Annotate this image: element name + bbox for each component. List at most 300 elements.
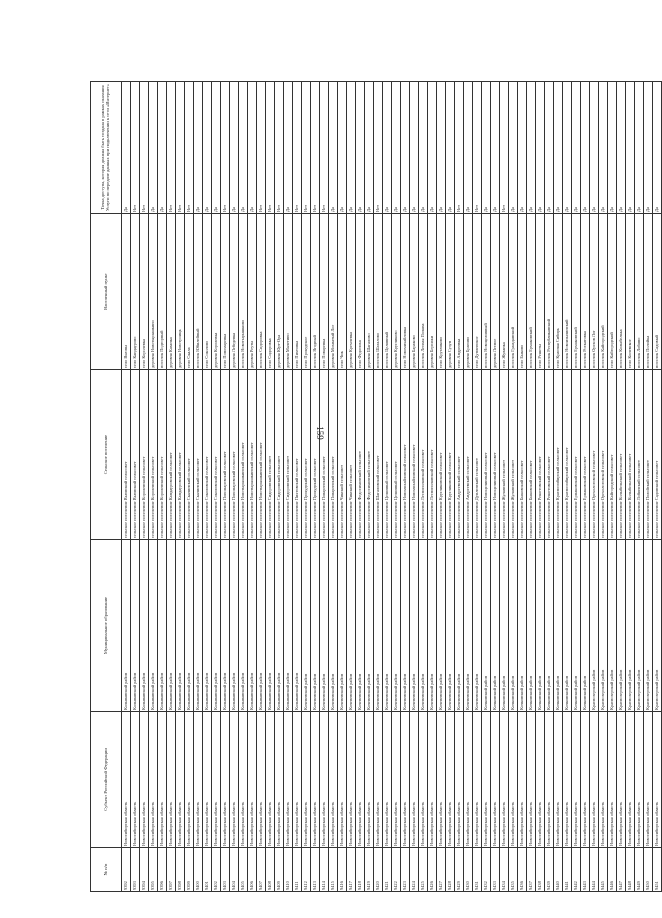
municipality-cell: Краснозерский район (608, 540, 617, 712)
rural-settlement-cell: сельское поселение Кандауровский сельсовет (176, 370, 185, 540)
access-point-cell: Да (203, 82, 212, 214)
table-body (122, 82, 662, 892)
table-row (140, 82, 149, 892)
access-point-cell: Да (338, 82, 347, 214)
locality-cell: деревня Шагалово (365, 214, 374, 370)
locality-cell: деревня Лесное (491, 214, 500, 370)
locality-cell: село Пономаревка (221, 214, 230, 370)
row-number-cell: 9438 (536, 848, 545, 892)
subject-cell: Новосибирская область (275, 712, 284, 848)
locality-cell: село Кайгородский (608, 214, 617, 370)
locality-cell: деревня Малетино (284, 214, 293, 370)
municipality-cell: Колыванский район (167, 540, 176, 712)
access-point-cell: Нет (500, 82, 509, 214)
rural-settlement-cell: сельское поселение Дупленский сельсовет (473, 370, 482, 540)
row-number-cell: 9450 (644, 848, 653, 892)
rural-settlement-cell: сельское поселение Пихтовский сельсовет (293, 370, 302, 540)
subject-cell: Новосибирская область (239, 712, 248, 848)
rural-settlement-cell: сельское поселение Быковский сельсовет (518, 370, 527, 540)
row-number-cell: 9408 (266, 848, 275, 892)
rural-settlement-cell: сельское поселение Поваренский сельсовет (329, 370, 338, 540)
access-point-cell: Да (428, 82, 437, 214)
row-number-cell: 9411 (293, 848, 302, 892)
locality-cell: поселок Сидоровка (257, 214, 266, 370)
access-point-cell: Да (590, 82, 599, 214)
row-number-cell: 9413 (311, 848, 320, 892)
subject-cell: Новосибирская область (266, 712, 275, 848)
table-row (635, 82, 644, 892)
locality-cell: село Пихтовка (293, 214, 302, 370)
locality-cell: село Андреевка (455, 214, 464, 370)
subject-cell: Новосибирская область (563, 712, 572, 848)
access-point-cell: Нет (455, 82, 464, 214)
rural-settlement-cell: сельское поселение Сидоровский сельсовет (275, 370, 284, 540)
row-number-cell: 9431 (473, 848, 482, 892)
access-point-cell: Да (347, 82, 356, 214)
access-point-cell: Да (356, 82, 365, 214)
row-number-cell: 9449 (635, 848, 644, 892)
access-point-cell: Да (653, 82, 662, 214)
table-row (185, 82, 194, 892)
access-point-cell: Да (599, 82, 608, 214)
row-number-cell: 9392 (122, 848, 131, 892)
rural-settlement-cell: сельское поселение Сидоровский сельсовет (284, 370, 293, 540)
locality-cell: поселок Лобино (635, 214, 644, 370)
rural-settlement-cell: сельское поселение Чикский сельсовет (347, 370, 356, 540)
row-number-cell: 9442 (572, 848, 581, 892)
table-row (563, 82, 572, 892)
locality-cell: село Поваренка (320, 214, 329, 370)
row-number-cell: 9427 (437, 848, 446, 892)
municipality-cell: Коченевский район (347, 540, 356, 712)
rural-settlement-cell: сельское поселение Ермаковский сельсовет (572, 370, 581, 540)
locality-cell: село Новомихайловка (401, 214, 410, 370)
subject-cell: Новосибирская область (158, 712, 167, 848)
access-point-cell: Нет (311, 82, 320, 214)
locality-cell: деревня Юрт-Ора (275, 214, 284, 370)
table-row (392, 82, 401, 892)
municipality-cell: Колыванский район (248, 540, 257, 712)
header-row-number: № п/п (91, 848, 122, 892)
subject-cell: Новосибирская область (185, 712, 194, 848)
row-number-cell: 9418 (356, 848, 365, 892)
municipality-cell: Коченевский район (428, 540, 437, 712)
locality-cell: село Красная Сибирь (554, 214, 563, 370)
subject-cell: Новосибирская область (401, 712, 410, 848)
table-row (302, 82, 311, 892)
subject-cell: Новосибирская область (212, 712, 221, 848)
locality-cell: деревня Мохнатый Лог (329, 214, 338, 370)
subject-cell: Новосибирская область (464, 712, 473, 848)
rural-settlement-cell: сельское поселение Поваренский сельсовет (320, 370, 329, 540)
subject-cell: Новосибирская область (347, 712, 356, 848)
rural-settlement-cell: сельское поселение Новомихайловский сельсовет (401, 370, 410, 540)
municipality-cell: Колыванский район (293, 540, 302, 712)
table-row (329, 82, 338, 892)
subject-cell: Новосибирская область (194, 712, 203, 848)
subject-cell: Новосибирская область (167, 712, 176, 848)
rural-settlement-cell: сельское поселение Новомихайловский сельсовет (410, 370, 419, 540)
row-number-cell: 9397 (167, 848, 176, 892)
row-number-cell: 9395 (149, 848, 158, 892)
municipality-cell: Колыванский район (131, 540, 140, 712)
access-point-cell: Да (464, 82, 473, 214)
municipality-cell: Кочковский район (554, 540, 563, 712)
municipality-cell: Кочковский район (527, 540, 536, 712)
municipality-cell: Коченевский район (338, 540, 347, 712)
row-number-cell: 9401 (203, 848, 212, 892)
header-access-point: Точка доступа, которая должна быть создана в рамках оказания Услуги по передаче данных при подключении к сети «Интернет» (91, 82, 122, 214)
locality-cell: деревня Кругликово (392, 214, 401, 370)
row-number-cell: 9409 (275, 848, 284, 892)
row-number-cell: 9417 (347, 848, 356, 892)
municipality-cell: Кочковский район (581, 540, 590, 712)
rural-settlement-cell: сельское поселение Соколовский сельсовет (203, 370, 212, 540)
municipality-cell: Колыванский район (275, 540, 284, 712)
rural-settlement-cell: сельское поселение Колыбельский сельсовет (617, 370, 626, 540)
table-row (446, 82, 455, 892)
table-row (221, 82, 230, 892)
access-point-cell: Да (248, 82, 257, 214)
row-number-cell: 9439 (545, 848, 554, 892)
access-point-cell: Да (401, 82, 410, 214)
row-number-cell: 9441 (563, 848, 572, 892)
access-point-cell: Да (482, 82, 491, 214)
municipality-cell: Краснозерский район (590, 540, 599, 712)
rural-settlement-cell: сельское поселение Вьюнский сельсовет (122, 370, 131, 540)
subject-cell: Новосибирская область (302, 712, 311, 848)
subject-cell: Новосибирская область (518, 712, 527, 848)
municipality-cell: Кочковский район (491, 540, 500, 712)
subject-cell: Новосибирская область (608, 712, 617, 848)
header-locality: Населенный пункт (91, 214, 122, 370)
row-number-cell: 9443 (581, 848, 590, 892)
row-number-cell: 9398 (176, 848, 185, 892)
row-number-cell: 9403 (221, 848, 230, 892)
rural-settlement-cell: сельское поселение Прокудский сельсовет (302, 370, 311, 540)
row-number-cell: 9430 (464, 848, 473, 892)
access-point-cell: Да (581, 82, 590, 214)
locality-cell: поселок Подгорный (158, 214, 167, 370)
row-number-cell: 9400 (194, 848, 203, 892)
locality-cell: поселок Новоцелинный (482, 214, 491, 370)
subject-cell: Новосибирская область (122, 712, 131, 848)
municipality-cell: Колыванский район (266, 540, 275, 712)
rural-settlement-cell: сельское поселение Скалинский сельсовет (194, 370, 203, 540)
municipality-cell: Колыванский район (230, 540, 239, 712)
row-number-cell: 9399 (185, 848, 194, 892)
municipality-cell: Коченевский район (419, 540, 428, 712)
locality-cell: поселок Полойка (644, 214, 653, 370)
locality-cell: деревня Новотырышкино (149, 214, 158, 370)
rural-settlement-cell: сельское поселение Федосихинский сельсовет (356, 370, 365, 540)
subject-cell: Новосибирская область (320, 712, 329, 848)
rural-settlement-cell: сельское поселение Федосихинский сельсовет (365, 370, 374, 540)
subject-cell: Новосибирская область (356, 712, 365, 848)
subject-cell: Новосибирская область (509, 712, 518, 848)
table-row (608, 82, 617, 892)
access-point-cell: Нет (176, 82, 185, 214)
settlements-table (90, 81, 662, 892)
row-number-cell: 9414 (320, 848, 329, 892)
row-number-cell: 9426 (428, 848, 437, 892)
table-row (500, 82, 509, 892)
locality-cell: поселок Новотырышкино (239, 214, 248, 370)
access-point-cell: Да (212, 82, 221, 214)
row-number-cell: 9435 (509, 848, 518, 892)
row-number-cell: 9393 (131, 848, 140, 892)
rural-settlement-cell: сельское поселение Скалинский сельсовет (185, 370, 194, 540)
row-number-cell: 9429 (455, 848, 464, 892)
access-point-cell: Да (644, 82, 653, 214)
municipality-cell: Коченевский район (437, 540, 446, 712)
rural-settlement-cell: сельское поселение Колыбельский сельсовет (626, 370, 635, 540)
locality-cell: деревня Реуты (248, 214, 257, 370)
locality-cell: село Быково (518, 214, 527, 370)
access-point-cell: Да (536, 82, 545, 214)
table-row (653, 82, 662, 892)
table-row (293, 82, 302, 892)
table-row (437, 82, 446, 892)
municipality-cell: Колыванский район (140, 540, 149, 712)
access-point-cell: Да (635, 82, 644, 214)
locality-cell: деревня Лебедевка (230, 214, 239, 370)
row-number-cell: 9421 (383, 848, 392, 892)
rural-settlement-cell: сельское поселение Новоцелинный сельсовет (491, 370, 500, 540)
table-row (644, 82, 653, 892)
subject-cell: Новосибирская область (536, 712, 545, 848)
table-row (491, 82, 500, 892)
municipality-cell: Коченевский район (302, 540, 311, 712)
header-rural-settlement: Сельское поселение (91, 370, 122, 540)
table-row (212, 82, 221, 892)
rural-settlement-cell: сельское поселение Лобинский сельсовет (635, 370, 644, 540)
rural-settlement-cell: сельское поселение Соколовский сельсовет (212, 370, 221, 540)
rural-settlement-cell: сельское поселение Леснополянский сельсовет (419, 370, 428, 540)
row-number-cell: 9444 (590, 848, 599, 892)
subject-cell: Новосибирская область (617, 712, 626, 848)
access-point-cell: Да (572, 82, 581, 214)
rural-settlement-cell: сельское поселение Быковский сельсовет (527, 370, 536, 540)
table-row (149, 82, 158, 892)
subject-cell: Новосибирская область (626, 712, 635, 848)
table-row (428, 82, 437, 892)
locality-cell: поселок Ермаковский (527, 214, 536, 370)
municipality-cell: Кочковский район (482, 540, 491, 712)
locality-cell: деревня Брагино (464, 214, 473, 370)
locality-cell: деревня Сузун (446, 214, 455, 370)
access-point-cell: Нет (320, 82, 329, 214)
locality-cell: деревня Королевка (212, 214, 221, 370)
municipality-cell: Краснозерский район (617, 540, 626, 712)
rural-settlement-cell: сельское поселение Кайгородский сельсовет (608, 370, 617, 540)
subject-cell: Новосибирская область (410, 712, 419, 848)
access-point-cell: Нет (275, 82, 284, 214)
access-point-cell: Нет (374, 82, 383, 214)
access-point-cell: Да (194, 82, 203, 214)
rural-settlement-cell: сельское поселение Пономаревский сельсовет (221, 370, 230, 540)
access-point-cell: Да (617, 82, 626, 214)
locality-cell: село Жуланка (500, 214, 509, 370)
subject-cell: Новосибирская область (437, 712, 446, 848)
table-row (626, 82, 635, 892)
locality-cell: поселок Колыбелька (617, 214, 626, 370)
municipality-cell: Колыванский район (149, 540, 158, 712)
table-row (248, 82, 257, 892)
table-row (131, 82, 140, 892)
access-point-cell: Нет (167, 82, 176, 214)
locality-cell: поселок Роскатовка (581, 214, 590, 370)
subject-cell: Новосибирская область (230, 712, 239, 848)
table-row (455, 82, 464, 892)
row-number-cell: 9410 (284, 848, 293, 892)
access-point-cell: Да (509, 82, 518, 214)
access-point-cell: Да (158, 82, 167, 214)
access-point-cell: Нет (266, 82, 275, 214)
subject-cell: Новосибирская область (392, 712, 401, 848)
row-number-cell: 9404 (230, 848, 239, 892)
municipality-cell: Колыванский район (122, 540, 131, 712)
rural-settlement-cell: сельское поселение Андреевский сельсовет (455, 370, 464, 540)
subject-cell: Новосибирская область (446, 712, 455, 848)
locality-cell: село Кандаурово (131, 214, 140, 370)
access-point-cell: Да (284, 82, 293, 214)
access-point-cell: Да (446, 82, 455, 214)
subject-cell: Новосибирская область (455, 712, 464, 848)
municipality-cell: Колыванский район (194, 540, 203, 712)
municipality-cell: Коченевский район (311, 540, 320, 712)
subject-cell: Новосибирская область (428, 712, 437, 848)
row-number-cell: 9405 (239, 848, 248, 892)
subject-cell: Новосибирская область (293, 712, 302, 848)
rural-settlement-cell: сельское поселение Полойский сельсовет (644, 370, 653, 540)
municipality-cell: Коченевский район (464, 540, 473, 712)
access-point-cell: Да (437, 82, 446, 214)
row-number-cell: 9446 (608, 848, 617, 892)
locality-cell: поселок Гражданский (509, 214, 518, 370)
table-row (482, 82, 491, 892)
subject-cell: Новосибирская область (653, 712, 662, 848)
locality-cell: село Федосиха (356, 214, 365, 370)
subject-cell: Новосибирская область (635, 712, 644, 848)
locality-cell: поселок Ягодный (311, 214, 320, 370)
rural-settlement-cell: сельское поселение Жуланский сельсовет (509, 370, 518, 540)
row-number-cell: 9428 (446, 848, 455, 892)
table-row (527, 82, 536, 892)
municipality-cell: Кочковский район (572, 540, 581, 712)
rural-settlement-cell: сельское поселение Решетовский сельсовет (545, 370, 554, 540)
subject-cell: Новосибирская область (554, 712, 563, 848)
row-number-cell: 9419 (365, 848, 374, 892)
locality-cell: поселок Ермаковский (572, 214, 581, 370)
rural-settlement-cell: сельское поселение Садовский сельсовет (653, 370, 662, 540)
rural-settlement-cell: сельское поселение Целинный сельсовет (383, 370, 392, 540)
table-row (311, 82, 320, 892)
access-point-cell: Да (239, 82, 248, 214)
municipality-cell: Колыванский район (284, 540, 293, 712)
locality-cell: поселок Новоизылинский (563, 214, 572, 370)
table-row (617, 82, 626, 892)
municipality-cell: Кочковский район (518, 540, 527, 712)
table-row (176, 82, 185, 892)
row-number-cell: 9425 (419, 848, 428, 892)
rural-settlement-cell: сельское поселение Орехологовской сельсовет (599, 370, 608, 540)
table-header-row (91, 82, 122, 892)
table-row (518, 82, 527, 892)
row-number-cell: 9407 (257, 848, 266, 892)
locality-cell: поселок Целинный (383, 214, 392, 370)
row-number-cell: 9396 (158, 848, 167, 892)
municipality-cell: Краснозерский район (653, 540, 662, 712)
rural-settlement-cell: сельское поселение Кандауровский сельсовет (167, 370, 176, 540)
subject-cell: Новосибирская область (419, 712, 428, 848)
access-point-cell: Да (122, 82, 131, 214)
access-point-cell: Да (383, 82, 392, 214)
table-row (230, 82, 239, 892)
locality-cell: село Скала (185, 214, 194, 370)
subject-cell: Новосибирская область (365, 712, 374, 848)
subject-cell: Новосибирская область (248, 712, 257, 848)
rural-settlement-cell: сельское поселение Чикский сельсовет (338, 370, 347, 540)
subject-cell: Новосибирская область (140, 712, 149, 848)
rural-settlement-cell: сельское поселение Решетовский сельсовет (536, 370, 545, 540)
locality-cell: поселок Кайгородский (599, 214, 608, 370)
access-point-cell: Да (545, 82, 554, 214)
locality-cell: село Коневское (626, 214, 635, 370)
municipality-cell: Краснозерский район (626, 540, 635, 712)
municipality-cell: Кочковский район (563, 540, 572, 712)
rural-settlement-cell: сельское поселение Королевский сельсовет (140, 370, 149, 540)
table-row (590, 82, 599, 892)
municipality-cell: Коченевский район (383, 540, 392, 712)
rural-settlement-cell: сельское поселение Красносибирский сельсовет (563, 370, 572, 540)
table-row (257, 82, 266, 892)
subject-cell: Новосибирская область (545, 712, 554, 848)
municipality-cell: Коченевский район (356, 540, 365, 712)
locality-cell: поселок Юбилейный (194, 214, 203, 370)
access-point-cell: Нет (221, 82, 230, 214)
row-number-cell: 9422 (392, 848, 401, 892)
row-number-cell: 9420 (374, 848, 383, 892)
municipality-cell: Краснозерский район (599, 540, 608, 712)
municipality-cell: Колыванский район (257, 540, 266, 712)
subject-cell: Новосибирская область (311, 712, 320, 848)
table-row (374, 82, 383, 892)
table-row (599, 82, 608, 892)
row-number-cell: 9440 (554, 848, 563, 892)
municipality-cell: Коченевский район (473, 540, 482, 712)
rural-settlement-cell: сельское поселение Орехологовской сельсовет (590, 370, 599, 540)
access-point-cell: Нет (140, 82, 149, 214)
row-number-cell: 9436 (518, 848, 527, 892)
table-row (365, 82, 374, 892)
municipality-cell: Кочковский район (545, 540, 554, 712)
rural-settlement-cell: сельское поселение Леснополянский сельсовет (428, 370, 437, 540)
access-point-cell: Да (365, 82, 374, 214)
table-row (320, 82, 329, 892)
row-number-cell: 9406 (248, 848, 257, 892)
subject-cell: Новосибирская область (374, 712, 383, 848)
locality-cell: деревня Новотроицк (176, 214, 185, 370)
municipality-cell: Колыванский район (203, 540, 212, 712)
table-row (122, 82, 131, 892)
municipality-cell: Коченевский район (374, 540, 383, 712)
locality-cell: село Вьюны (122, 214, 131, 370)
table-row (239, 82, 248, 892)
subject-cell: Новосибирская область (131, 712, 140, 848)
table-row (194, 82, 203, 892)
access-point-cell: Да (392, 82, 401, 214)
